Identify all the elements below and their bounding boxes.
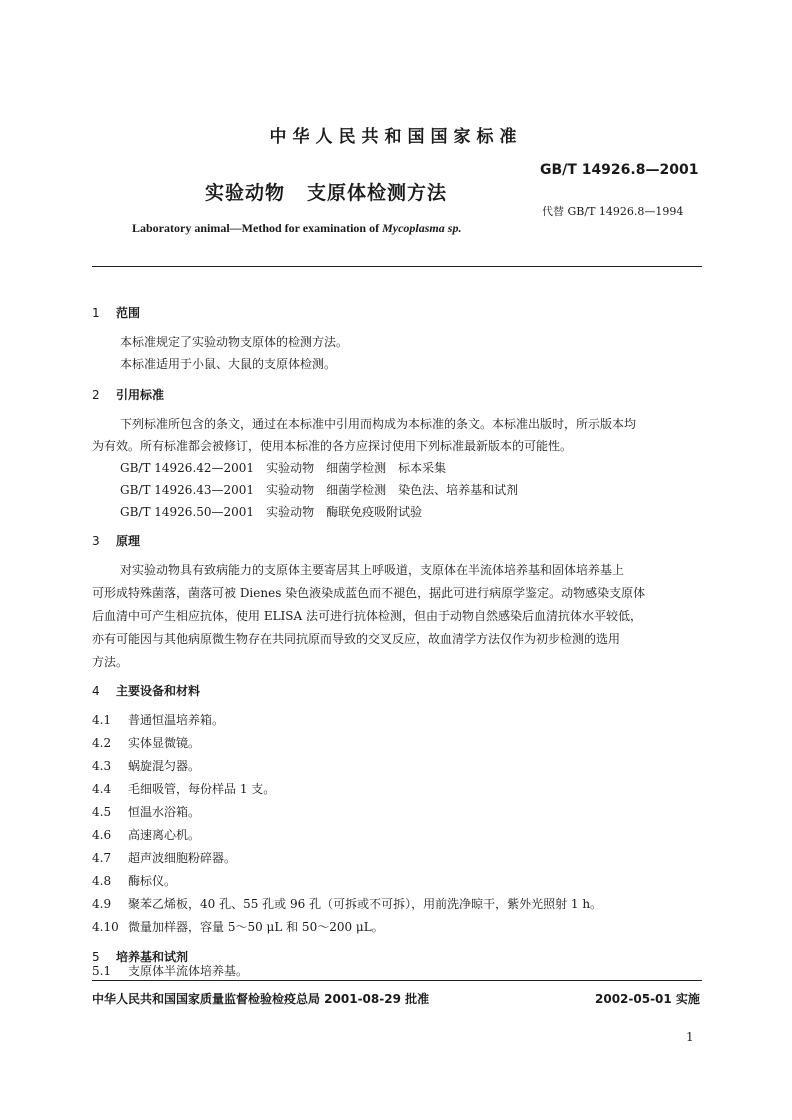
item-number: 4.2: [92, 736, 112, 750]
item-number: 4.7: [92, 851, 112, 865]
section-2-paragraph: 为有效。所有标准都会被修订，使用本标准的各方应探讨使用下列标准最新版本的可能性。: [92, 439, 573, 453]
item-number: 5.1: [92, 964, 112, 978]
section-1-heading: [92, 304, 140, 321]
list-item: [92, 826, 200, 843]
section-3-line: 亦有可能因与其他病原微生物存在共同抗原而导致的交叉反应，故血清学方法仅作为初步检测的选用: [92, 632, 621, 646]
replaces-note: 代替 GB/T 14926.8—1994: [542, 205, 684, 218]
list-item: [92, 711, 224, 728]
page-number: 1: [686, 1030, 694, 1044]
item-number: 4.1: [92, 713, 112, 727]
section-title: 引用标准: [116, 388, 165, 402]
title-en-main: Laboratory animal—Method for examination of: [132, 221, 383, 235]
item-text: 实体显微镜。: [128, 736, 201, 750]
item-number: 4.6: [92, 828, 112, 842]
section-title: 原理: [116, 534, 141, 548]
reference-standard: GB/T 14926.43—2001 实验动物 细菌学检测 染色法、培养基和试剂: [120, 483, 519, 497]
item-number: 4.4: [92, 782, 112, 796]
section-title: 主要设备和材料: [116, 684, 201, 698]
title-chinese: [205, 178, 447, 205]
item-text: 支原体半流体培养基。: [128, 964, 249, 978]
section-3-line: 可形成特殊菌落，菌落可被 Dienes 染色液染成蓝色而不褪色，据此可进行病原学鉴定。动物感染支原体: [92, 586, 646, 600]
item-text: 聚苯乙烯板，40 孔、55 孔或 96 孔（可拆或不可拆），用前洗净晾干，紫外光照射 1 h。: [128, 897, 603, 911]
reference-standard: GB/T 14926.50—2001 实验动物 酶联免疫吸附试验: [120, 505, 423, 519]
list-item: [92, 872, 176, 889]
implementation-date: 2002-05-01 实施: [595, 992, 700, 1006]
national-standard-heading: 中华人民共和国国家标准: [269, 127, 523, 147]
list-item: [92, 962, 248, 979]
title-cn-part1: 实验动物: [205, 182, 286, 204]
item-text: 超声波细胞粉碎器。: [128, 851, 237, 865]
section-number: 5: [92, 950, 100, 964]
item-number: 4.9: [92, 897, 112, 911]
item-number: 4.5: [92, 805, 112, 819]
section-2-heading: [92, 386, 164, 403]
item-text: 蜗旋混匀器。: [128, 759, 201, 773]
list-item: [92, 734, 200, 751]
section-2-paragraph: 下列标准所包含的条文，通过在本标准中引用而构成为本标准的条文。本标准出版时，所示版本均: [120, 417, 637, 431]
list-item: [92, 895, 602, 912]
item-text: 毛细吸管，每份样品 1 支。: [128, 782, 276, 796]
section-3-line: 方法。: [92, 655, 129, 669]
section-number: 1: [92, 306, 100, 320]
item-number: 4.8: [92, 874, 112, 888]
reference-standard: GB/T 14926.42—2001 实验动物 细菌学检测 标本采集: [120, 461, 447, 475]
section-3-heading: [92, 532, 140, 549]
title-en-italic: Mycoplasma sp.: [382, 221, 462, 235]
header-divider: [92, 266, 702, 267]
approval-note: 中华人民共和国国家质量监督检验检疫总局 2001-08-29 批准: [92, 992, 430, 1006]
title-english: [132, 221, 461, 236]
list-item: [92, 918, 384, 935]
section-number: 3: [92, 534, 100, 548]
list-item: [92, 757, 200, 774]
item-text: 普通恒温培养箱。: [128, 713, 225, 727]
item-text: 高速离心机。: [128, 828, 201, 842]
section-number: 4: [92, 684, 100, 698]
list-item: [92, 849, 236, 866]
item-number: 4.10: [92, 920, 119, 934]
section-3-line: 对实验动物具有致病能力的支原体主要寄居其上呼吸道，支原体在半流体培养基和固体培养基上: [120, 563, 625, 577]
section-title: 培养基和试剂: [116, 950, 189, 964]
section-number: 2: [92, 388, 100, 402]
item-text: 酶标仪。: [128, 874, 177, 888]
section-3-line: 后血清中可产生相应抗体，使用 ELISA 法可进行抗体检测，但由于动物自然感染后血清抗体水平较低，: [92, 609, 642, 623]
standard-number: GB/T 14926.8—2001: [540, 162, 699, 178]
footer-divider: [92, 980, 702, 981]
section-1-paragraph: 本标准适用于小鼠、大鼠的支原体检测。: [120, 357, 337, 371]
section-title: 范围: [116, 306, 141, 320]
item-text: 恒温水浴箱。: [128, 805, 201, 819]
list-item: [92, 803, 200, 820]
title-cn-part2: 支原体检测方法: [307, 182, 448, 204]
list-item: [92, 780, 275, 797]
item-number: 4.3: [92, 759, 112, 773]
item-text: 微量加样器，容量 5～50 μL 和 50～200 μL。: [128, 920, 384, 934]
section-1-paragraph: 本标准规定了实验动物支原体的检测方法。: [120, 335, 349, 349]
section-4-heading: [92, 682, 200, 699]
